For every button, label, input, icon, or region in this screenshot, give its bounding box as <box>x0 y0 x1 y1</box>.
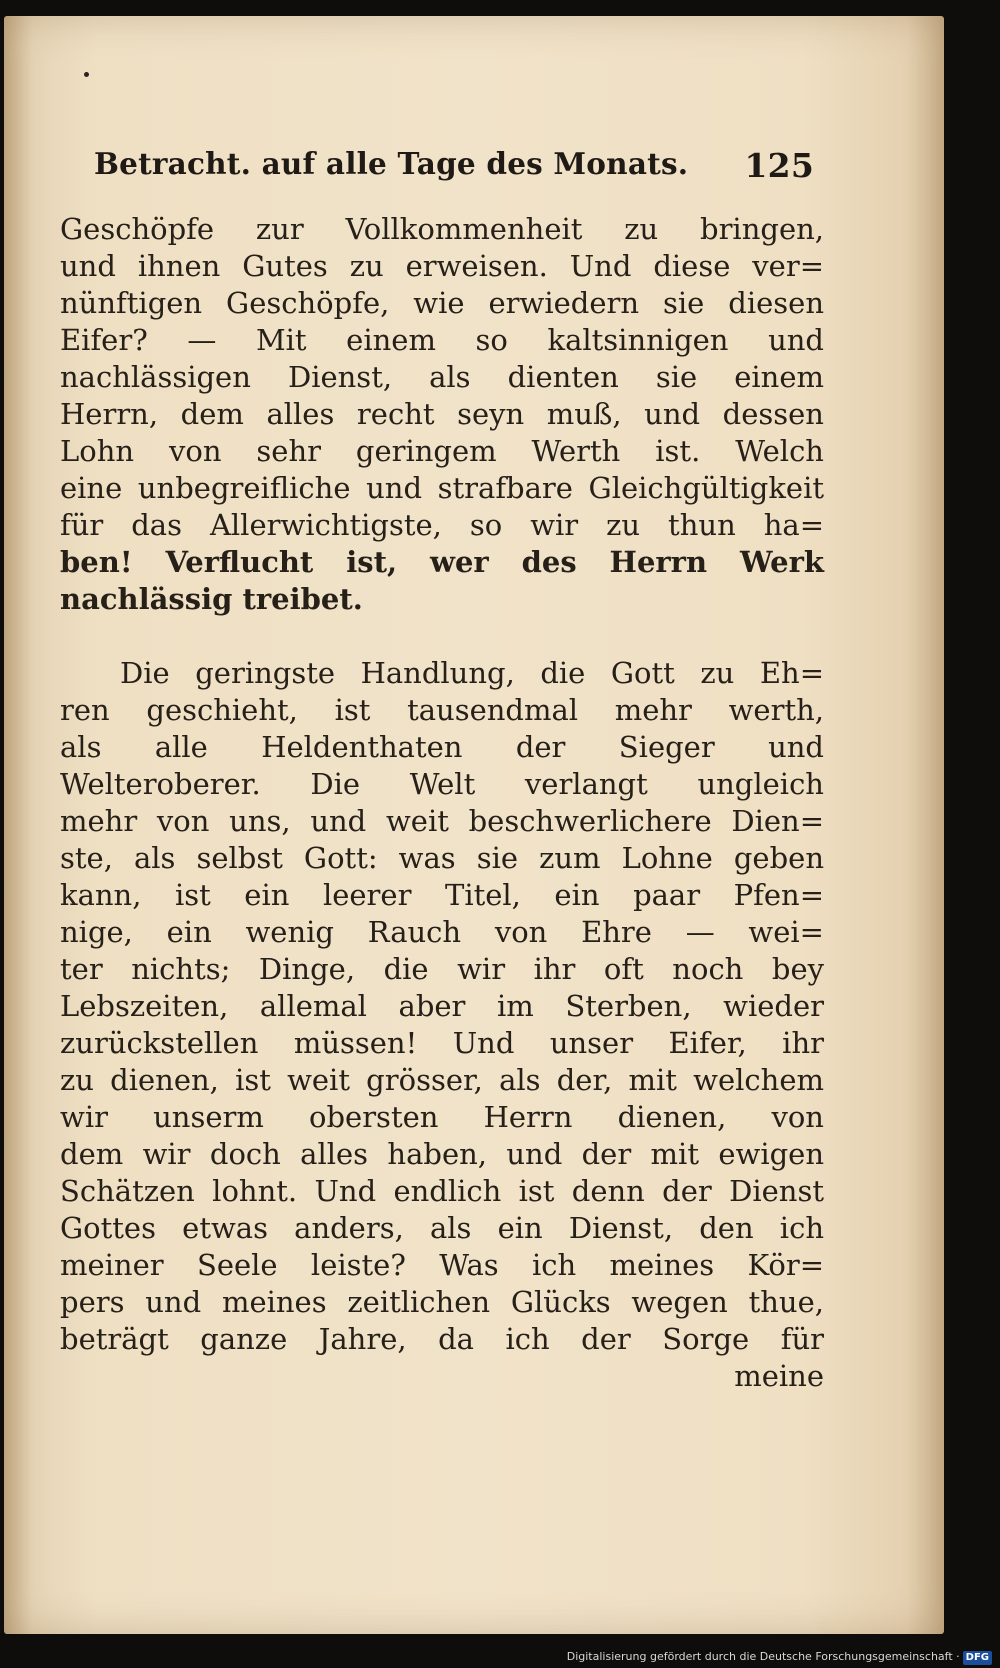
text-line: zurückstellen müssen! Und unser Eifer, ihr <box>60 1026 824 1060</box>
running-header <box>94 146 814 196</box>
text-line: Welteroberer. Die Welt verlangt ungleich <box>60 767 824 801</box>
text-line: Lohn von sehr geringem Werth ist. Welch <box>60 434 824 468</box>
text-line: zu dienen, ist weit grösser, als der, mit welchem <box>60 1063 824 1097</box>
text-line: als alle Heldenthaten der Sieger und <box>60 730 824 764</box>
text-line: kann, ist ein leerer Titel, ein paar Pfen= <box>60 878 824 912</box>
text-line: Gottes etwas anders, als ein Dienst, den ich <box>60 1211 824 1245</box>
text-line: dem wir doch alles haben, und der mit ewigen <box>60 1137 824 1171</box>
text-line: pers und meines zeitlichen Glücks wegen thue, <box>60 1285 824 1319</box>
text-line: wir unserm obersten Herrn dienen, von <box>60 1100 824 1134</box>
text-line: für das Allerwichtigste, so wir zu thun ha= <box>60 508 824 542</box>
text-line: ren geschieht, ist tausendmal mehr werth, <box>60 693 824 727</box>
text-line: ter nichts; Dinge, die wir ihr oft noch bey <box>60 952 824 986</box>
text-line: Herrn, dem alles recht seyn muß, und dessen <box>60 397 824 431</box>
catchword: meine <box>734 1359 824 1393</box>
text-line: mehr von uns, und weit beschwerlichere Dien= <box>60 804 824 838</box>
text-line: Die geringste Handlung, die Gott zu Eh= <box>120 656 824 690</box>
text-line: meiner Seele leiste? Was ich meines Kör= <box>60 1248 824 1282</box>
text-line: ste, als selbst Gott: was sie zum Lohne geben <box>60 841 824 875</box>
book-page <box>4 16 944 1634</box>
text-line: nige, ein wenig Rauch von Ehre — wei= <box>60 915 824 949</box>
text-line: Schätzen lohnt. Und endlich ist denn der Dienst <box>60 1174 824 1208</box>
text-line: nachlässigen Dienst, als dienten sie einem <box>60 360 824 394</box>
running-title: Betracht. auf alle Tage des Monats. <box>94 146 689 181</box>
text-line: und ihnen Gutes zu erweisen. Und diese ver= <box>60 249 824 283</box>
digitization-credit <box>567 1650 992 1665</box>
page-number: 125 <box>744 146 814 185</box>
text-line: Geschöpfe zur Vollkommenheit zu bringen, <box>60 212 824 246</box>
text-line: eine unbegreifliche und strafbare Gleichgültigkeit <box>60 471 824 505</box>
ink-speck <box>84 72 89 77</box>
text-line: Eifer? — Mit einem so kaltsinnigen und <box>60 323 824 357</box>
dfg-logo: DFG <box>963 1651 992 1665</box>
text-line: nünftigen Geschöpfe, wie erwiedern sie diesen <box>60 286 824 320</box>
text-line: ben! Verflucht ist, wer des Herrn Werk <box>60 545 824 579</box>
text-line: beträgt ganze Jahre, da ich der Sorge für <box>60 1322 824 1356</box>
credit-text: Digitalisierung gefördert durch die Deutsche Forschungsgemeinschaft · <box>566 1650 960 1663</box>
text-line: Lebszeiten, allemal aber im Sterben, wieder <box>60 989 824 1023</box>
text-line: nachlässig treibet. <box>60 582 363 616</box>
